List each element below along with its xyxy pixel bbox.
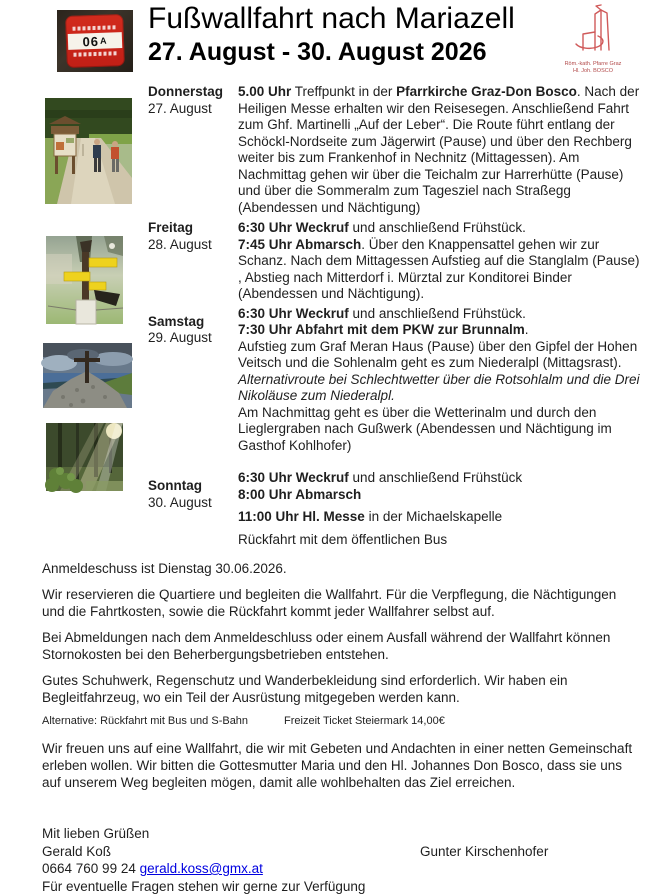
title-block bbox=[148, 2, 515, 68]
day-date: 28. August bbox=[148, 237, 238, 254]
alternative-note-left: Alternative: Rückfahrt mit Bus und S-Bahn bbox=[42, 715, 248, 728]
schedule-day-row bbox=[148, 220, 638, 303]
day-name: Sonntag bbox=[148, 478, 238, 495]
text-run: Pfarrkirche Graz-Don Bosco bbox=[396, 84, 577, 99]
text-run: 6:30 Uhr Weckruf bbox=[238, 220, 349, 235]
day-text bbox=[238, 220, 642, 303]
schedule-paragraph bbox=[238, 322, 642, 339]
schedule-paragraph bbox=[238, 84, 642, 216]
text-run: 11:00 Uhr Hl. Messe bbox=[238, 509, 365, 524]
day-column bbox=[148, 470, 238, 548]
text-run: Rückfahrt mit dem öffentlichen Bus bbox=[238, 532, 447, 547]
page-title: Fußwallfahrt nach Mariazell bbox=[148, 2, 515, 36]
text-run: 8:00 Uhr Abmarsch bbox=[238, 487, 361, 502]
text-run: Alternativroute bei Schlechtwetter über die Rotsohlalm und die Drei Nikoläuse zum Niederalpl. bbox=[238, 372, 639, 404]
text-run: . Über den Knappensattel gehen wir zur Schanz. Nach dem Mittagessen Aufstieg auf die Stanglalm (Pause) , Abstieg nach Mitterdorf i. Mürztal zur Konditorei Binder (Abendessen und Nächtigung). bbox=[238, 237, 639, 302]
text-run: 6:30 Uhr Weckruf bbox=[238, 470, 349, 485]
phone-number: 0664 760 99 24 bbox=[42, 861, 136, 876]
marker-small-text-top bbox=[72, 25, 116, 31]
footer-closing: Für eventuelle Fragen stehen wir gerne zur Verfügung bbox=[42, 878, 638, 895]
email-link[interactable]: gerald.koss@gmx.at bbox=[140, 861, 263, 876]
closing-paragraph: Wir freuen uns auf eine Wallfahrt, die wir mit Gebeten und Andachten in einer netten Gemeinschaft erleben wollen. Wir bitten die Gottesmutter Maria und den Hl. Johannes Don Bosco, dass sie uns auf unserem Weg begleiten mögen, damit alle wohlbehalten das Ziel erreichen. bbox=[42, 740, 638, 791]
info-paragraphs bbox=[42, 560, 638, 706]
day-text bbox=[238, 306, 642, 455]
day-name: Samstag bbox=[148, 314, 238, 331]
text-run: und anschließend Frühstück. bbox=[349, 306, 526, 321]
text-run: Am Nachmittag geht es über die Wetterinalm und durch den Lieglergraben nach Gußwerk (Abendessen und Nächtigung im Gasthof Kohlhofer) bbox=[238, 405, 612, 453]
day-name: Freitag bbox=[148, 220, 238, 237]
summit-cross-photo bbox=[43, 343, 132, 408]
page-subtitle: 27. August - 30. August 2026 bbox=[148, 36, 515, 68]
yellow-trail-signposts-photo bbox=[46, 236, 123, 324]
schedule-paragraph bbox=[238, 405, 642, 455]
text-run: und anschließend Frühstück. bbox=[349, 220, 526, 235]
schedule-paragraph bbox=[238, 339, 642, 372]
day-column bbox=[148, 306, 238, 455]
day-date: 27. August bbox=[148, 101, 238, 118]
schedule bbox=[42, 84, 638, 548]
marker-small-text-bottom bbox=[73, 51, 117, 57]
footer-contact-line bbox=[42, 860, 638, 878]
text-run: 7:30 Uhr Abfahrt mit dem PKW zur Brunnalm bbox=[238, 322, 525, 337]
schedule-day-row bbox=[148, 84, 638, 216]
logo-text-line1: Röm.-kath. Pfarre Graz bbox=[550, 61, 636, 68]
schedule-paragraph bbox=[238, 532, 642, 549]
parish-logo bbox=[550, 4, 636, 75]
footer bbox=[42, 825, 638, 895]
info-paragraph: Wir reservieren die Quartiere und begleiten die Wallfahrt. Für die Verpflegung, die Nächtigungen und die Fahrtkosten, sowie die Rückfahrt kommt jeder Wallfahrer selbst auf. bbox=[42, 586, 638, 620]
text-run: Treffpunkt in der bbox=[291, 84, 396, 99]
day-text bbox=[238, 470, 642, 548]
trail-marker-plate bbox=[65, 14, 125, 68]
alternative-note-right: Freizeit Ticket Steiermark 14,00€ bbox=[284, 715, 445, 728]
footer-greeting: Mit lieben Grüßen bbox=[42, 825, 638, 843]
day-date: 30. August bbox=[148, 495, 238, 512]
schedule-day-row bbox=[148, 470, 638, 548]
schedule-paragraph bbox=[238, 372, 642, 405]
church-logo-icon bbox=[550, 4, 636, 56]
schedule-paragraph bbox=[238, 509, 642, 526]
day-column bbox=[148, 220, 238, 303]
footer-names-row bbox=[42, 843, 638, 861]
alternative-note bbox=[42, 715, 638, 728]
marker-code-number: 06 bbox=[82, 33, 99, 49]
day-text bbox=[238, 84, 642, 216]
trail-marker-06a-image bbox=[57, 10, 133, 72]
marker-code bbox=[68, 32, 123, 50]
hikers-on-gravel-road-photo bbox=[45, 98, 132, 204]
header bbox=[42, 0, 638, 84]
text-run: und anschließend Frühstück bbox=[349, 470, 522, 485]
text-run: 7:45 Uhr Abmarsch bbox=[238, 237, 361, 252]
text-run: 6:30 Uhr Weckruf bbox=[238, 306, 349, 321]
schedule-paragraph bbox=[238, 220, 642, 237]
organizer-name-right: Gunter Kirschenhofer bbox=[420, 843, 548, 861]
organizer-name-left: Gerald Koß bbox=[42, 843, 420, 861]
day-column bbox=[148, 84, 238, 216]
text-run: Aufstieg zum Graf Meran Haus (Pause) über den Gipfel der Hohen Veitsch und die Sohlenalm geht es zum Niederalpl (Mittagsrast). bbox=[238, 339, 637, 371]
text-run: in der Michaelskapelle bbox=[365, 509, 502, 524]
schedule-day-row bbox=[148, 306, 638, 455]
schedule-paragraph bbox=[238, 237, 642, 303]
day-name: Donnerstag bbox=[148, 84, 238, 101]
text-run: . bbox=[525, 322, 529, 337]
logo-text-line2: Hl. Joh. BOSCO bbox=[550, 68, 636, 75]
info-paragraph: Anmeldeschuss ist Dienstag 30.06.2026. bbox=[42, 560, 638, 577]
marker-code-suffix: A bbox=[100, 36, 108, 46]
forest-sunbeams-photo bbox=[46, 423, 123, 491]
schedule-paragraph bbox=[238, 306, 642, 323]
text-run: . Nach der Heiligen Messe erhalten wir den Reisesegen. Anschließend Fahrt zum Ghf. Martinelli „Auf der Leber“. Die Route führt entlang der Schöckl-Nordseite zum Jägerwirt (Pause) und über den Rechberg weiter bis zum Frankenhof in Nechnitz (Mittagessen). Am Nachmittag gehen wir über die Teichalm zur Harrerhütte (Pause) und über die Sommeralm zum Tagesziel nach Straßegg (Abendessen und Nächtigung) bbox=[238, 84, 639, 215]
day-date: 29. August bbox=[148, 330, 238, 347]
text-run: 5.00 Uhr bbox=[238, 84, 291, 99]
schedule-paragraph bbox=[238, 470, 642, 487]
info-paragraph: Gutes Schuhwerk, Regenschutz und Wanderbekleidung sind erforderlich. Wir haben ein Begleitfahrzeug, wo ein Teil der Ausrüstung mitgegeben werden kann. bbox=[42, 672, 638, 706]
schedule-paragraph bbox=[238, 487, 642, 504]
info-paragraph: Bei Abmeldungen nach dem Anmeldeschluss oder einem Ausfall während der Wallfahrt können Stornokosten bei den Beherbergungsbetrieben entstehen. bbox=[42, 629, 638, 663]
